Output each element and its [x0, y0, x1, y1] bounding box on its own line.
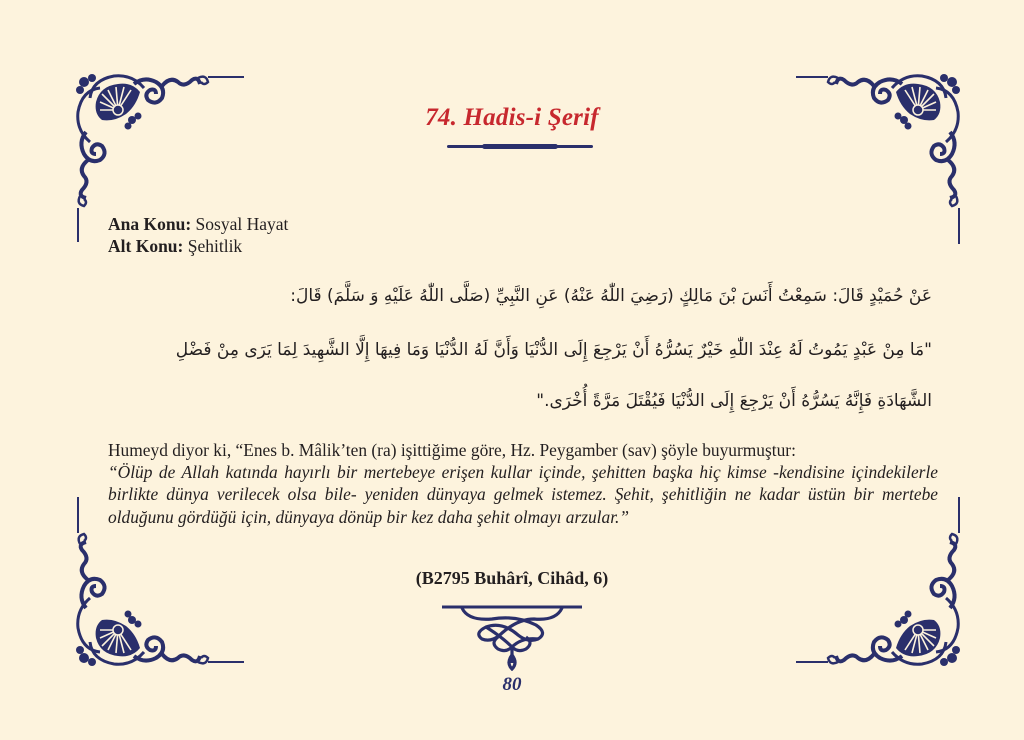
main-topic-value: Sosyal Hayat	[195, 214, 289, 234]
translation-intro: Humeyd diyor ki, “Enes b. Mâlik’ten (ra) işittiğime göre, Hz. Peygamber (sav) şöyle buyurmuştur:	[108, 440, 796, 460]
frame-line-left-upper	[77, 208, 79, 242]
corner-ornament-bottom-right	[822, 528, 962, 668]
main-topic	[108, 213, 288, 235]
page-number: 80	[502, 674, 522, 695]
knot-divider-ornament	[442, 605, 582, 671]
main-topic-label: Ana Konu:	[108, 214, 192, 234]
frame-line-right-upper	[958, 208, 960, 244]
hadith-source: (B2795 Buhârî, Cihâd, 6)	[415, 568, 609, 588]
frame-line-top-right	[796, 76, 828, 78]
arabic-text-line-1: عَنْ حُمَيْدٍ قَالَ: سَمِعْتُ أَنَسَ بْنَ مَالِكٍ (رَضِيَ اللّٰهُ عَنْهُ) عَنِ النَّبِيِّ (صَلَّى اللّٰهُ عَلَيْهِ وَ سَلَّمَ) قَالَ:	[290, 286, 932, 306]
arabic-text-line-2: "مَا مِنْ عَبْدٍ يَمُوتُ لَهُ عِنْدَ اللّٰهِ خَيْرٌ يَسُرُّهُ أَنْ يَرْجِعَ إِلَى الدُّنْيَا وَأَنَّ لَهُ الدُّنْيَا وَمَا فِيهَا إِلَّا الشَّهِيدَ لِمَا يَرَى مِنْ فَضْلِ	[175, 340, 932, 360]
frame-line-left-lower	[77, 497, 79, 533]
corner-ornament-top-right	[822, 72, 962, 212]
translation-block	[108, 439, 938, 528]
sub-topic	[108, 235, 288, 257]
corner-ornament-top-left	[74, 72, 214, 212]
frame-line-top-left	[208, 76, 244, 78]
sub-topic-label: Alt Konu:	[108, 236, 184, 256]
corner-ornament-bottom-left	[74, 528, 214, 668]
hadith-title: 74. Hadis-i Şerif	[425, 104, 599, 131]
translation-quote: “Ölüp de Allah katında hayırlı bir mertebeye erişen kullar içinde, şehitten başka hiç kimse -kendisine içindekilerle birlikte dünya verilecek olsa bile- yeniden dünyaya gelmek istemez. Şehit, şehitliğin ne kadar üstün bir mertebe olduğunu gördüğü için, dünyaya dönüp bir kez daha şehit olmayı arzular.”	[108, 462, 938, 527]
arabic-text-line-3: الشَّهَادَةِ فَإِنَّهُ يَسُرُّهُ أَنْ يَرْجِعَ إِلَى الدُّنْيَا فَيُقْتَلَ مَرَّةً أُخْرَى."	[536, 391, 932, 411]
topic-block	[108, 213, 288, 257]
title-underline	[447, 145, 593, 148]
frame-line-bottom-right	[796, 661, 828, 663]
frame-line-bottom-left	[208, 661, 244, 663]
sub-topic-value: Şehitlik	[187, 236, 243, 256]
frame-line-right-lower	[958, 497, 960, 533]
